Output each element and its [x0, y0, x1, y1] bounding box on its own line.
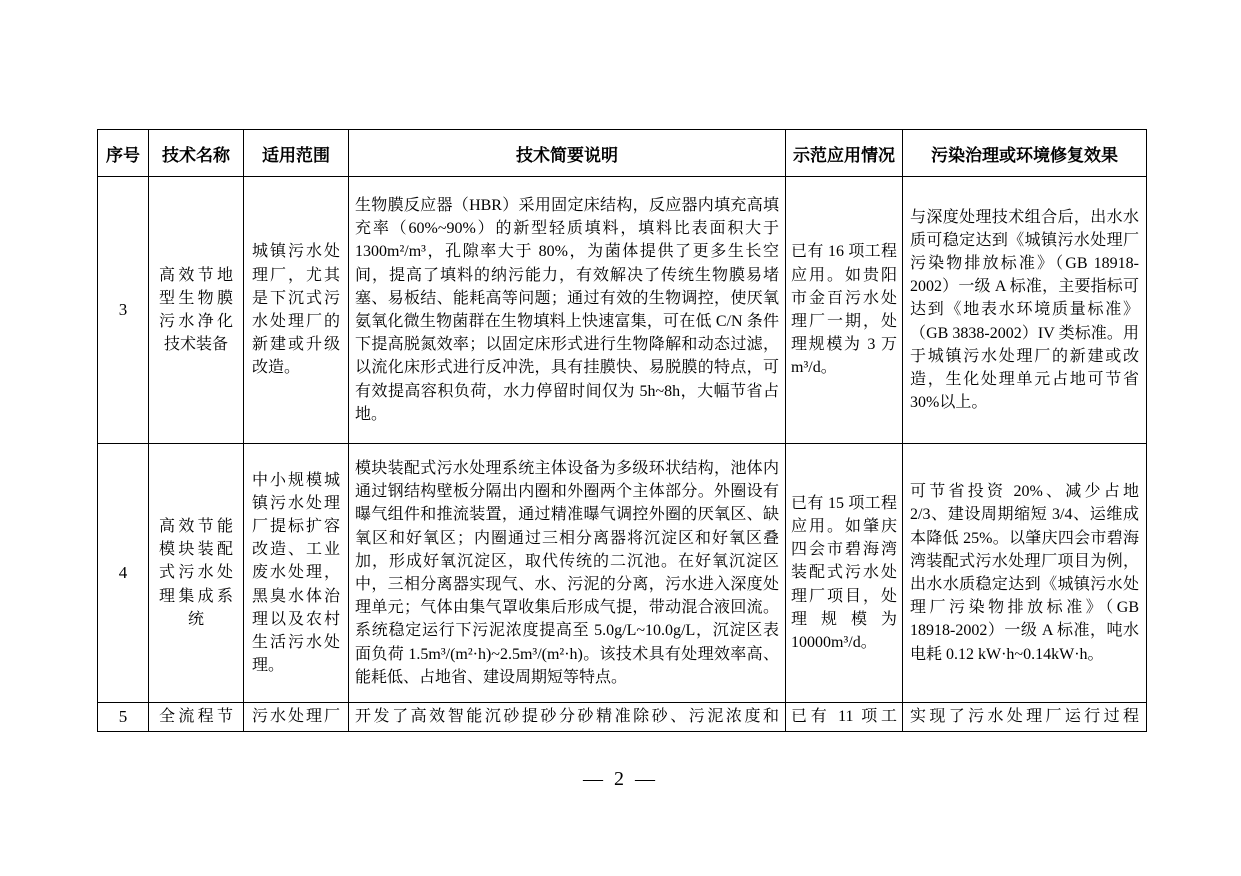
treatment-effect-cell: 实现了污水处理厂运行过程	[903, 703, 1147, 732]
technology-name-cell: 高效节能模块装配式污水处理集成系统	[149, 444, 244, 703]
applicable-scope-cell: 污水处理厂	[244, 703, 349, 732]
table-row	[98, 177, 1147, 444]
technology-table	[97, 129, 1147, 732]
technology-name-cell: 全流程节	[149, 703, 244, 732]
column-header-serial-number: 序号	[98, 130, 149, 177]
serial-number-cell: 3	[98, 177, 149, 444]
treatment-effect-cell: 与深度处理技术组合后，出水水质可稳定达到《城镇污水处理厂污染物排放标准》（GB 18918-2002）一级 A 标准，主要指标可达到《地表水环境质量标准》（GB 3838-2002）IV 类标准。用于城镇污水处理厂的新建或改造，生化处理单元占地可节省 30%以上。	[903, 177, 1147, 444]
table-header-row	[98, 130, 1147, 177]
serial-number-cell: 5	[98, 703, 149, 732]
demo-application-cell: 已有 15 项工程应用。如肇庆四会市碧海湾装配式污水处理厂项目，处理规模为 10000m³/d。	[786, 444, 903, 703]
column-header-technology-name: 技术名称	[149, 130, 244, 177]
applicable-scope-cell: 城镇污水处理厂，尤其是下沉式污水处理厂的新建或升级改造。	[244, 177, 349, 444]
brief-description-cell: 模块装配式污水处理系统主体设备为多级环状结构，池体内通过钢结构壁板分隔出内圈和外圈两个主体部分。外圈设有曝气组件和推流装置，通过精准曝气调控外圈的厌氧区、缺氧区和好氧区；内圈通过三相分离器将沉淀区和好氧区叠加，形成好氧沉淀区，取代传统的二沉池。在好氧沉淀区中，三相分离器实现气、水、污泥的分离，污水进入深度处理单元；气体由集气罩收集后形成气提，带动混合液回流。系统稳定运行下污泥浓度提高至 5.0g/L~10.0g/L，沉淀区表面负荷 1.5m³/(m²·h)~2.5m³/(m²·h)。该技术具有处理效率高、能耗低、占地省、建设周期短等特点。	[349, 444, 786, 703]
column-header-treatment-effect: 污染治理或环境修复效果	[903, 130, 1147, 177]
demo-application-cell: 已有 16 项工程应用。如贵阳市金百污水处理厂一期，处理规模为 3 万 m³/d。	[786, 177, 903, 444]
demo-application-cell: 已有 11 项工	[786, 703, 903, 732]
serial-number-cell: 4	[98, 444, 149, 703]
brief-description-cell: 开发了高效智能沉砂提砂分砂精准除砂、污泥浓度和	[349, 703, 786, 732]
table-row-clipped	[98, 703, 1147, 732]
technology-name-cell: 高效节地型生物膜污水净化技术装备	[149, 177, 244, 444]
column-header-brief-description: 技术简要说明	[349, 130, 786, 177]
applicable-scope-cell: 中小规模城镇污水处理厂提标扩容改造、工业废水处理，黑臭水体治理以及农村生活污水处理。	[244, 444, 349, 703]
brief-description-cell: 生物膜反应器（HBR）采用固定床结构，反应器内填充高填充率（60%~90%）的新型轻质填料，填料比表面积大于 1300m²/m³，孔隙率大于 80%，为菌体提供了更多生长空间，提高了填料的纳污能力，有效解决了传统生物膜易堵塞、易板结、能耗高等问题；通过有效的生物调控，使厌氧氨氧化微生物菌群在生物填料上快速富集，可在低 C/N 条件下提高脱氮效率；以固定床形式进行生物降解和动态过滤，以流化床形式进行反冲洗，具有挂膜快、易脱膜的特点，可有效提高容积负荷，水力停留时间仅为 5h~8h，大幅节省占地。	[349, 177, 786, 444]
column-header-demo-application: 示范应用情况	[786, 130, 903, 177]
column-header-applicable-scope: 适用范围	[244, 130, 349, 177]
table-row	[98, 444, 1147, 703]
treatment-effect-cell: 可节省投资 20%、减少占地 2/3、建设周期缩短 3/4、运维成本降低 25%。以肇庆四会市碧海湾装配式污水处理厂项目为例，出水水质稳定达到《城镇污水处理厂污染物排放标准》（GB 18918-2002）一级 A 标准，吨水电耗 0.12 kW·h~0.14kW·h。	[903, 444, 1147, 703]
page-number: — 2 —	[583, 768, 658, 790]
